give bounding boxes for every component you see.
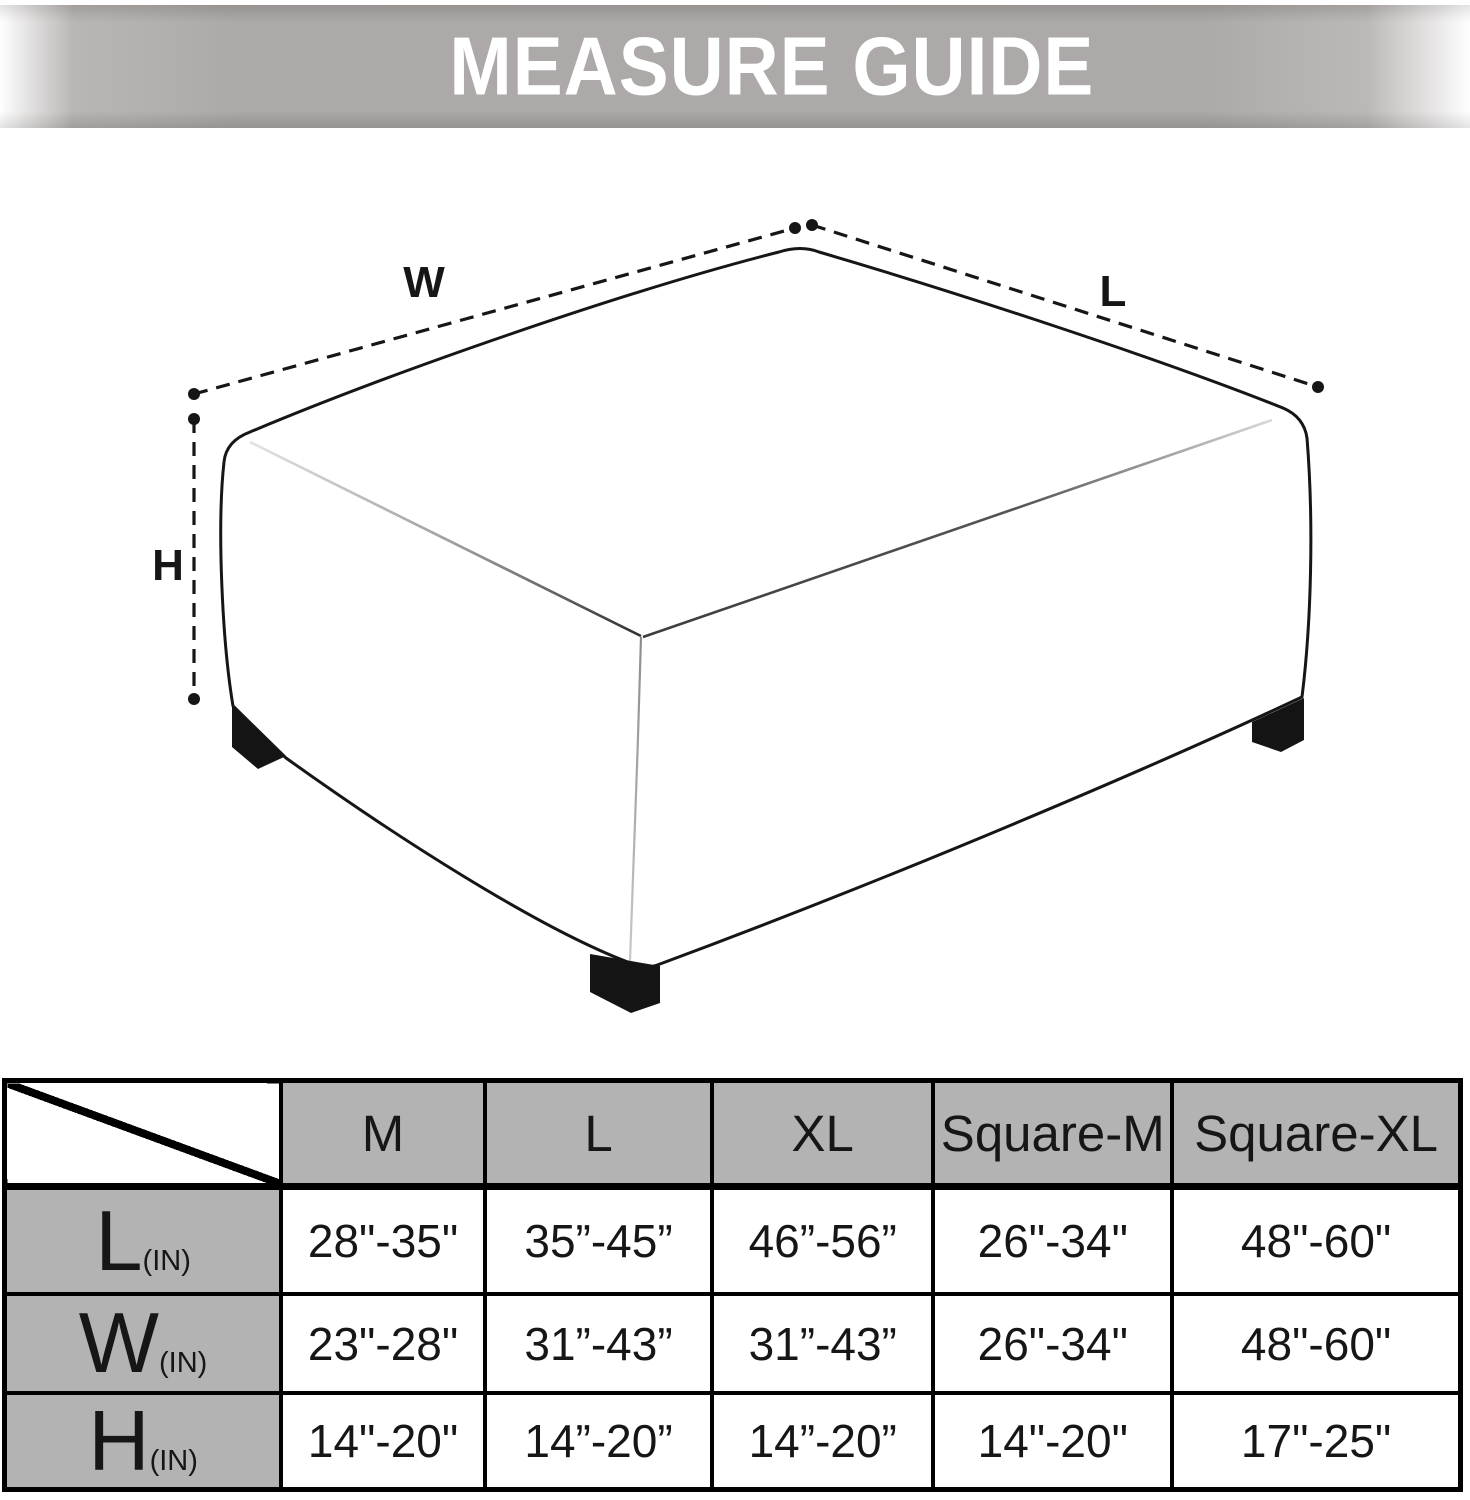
table-row-height xyxy=(5,1393,1461,1489)
width-value-xl: 31”-43” xyxy=(712,1294,933,1393)
width-value-l: 31”-43” xyxy=(485,1294,712,1393)
row-header-width-unit: (IN) xyxy=(159,1347,208,1380)
height-label: H xyxy=(152,541,184,590)
length-value-xl: 46”-56” xyxy=(712,1187,933,1295)
size-column-header-l: L xyxy=(485,1081,712,1187)
page-title: MEASURE GUIDE xyxy=(449,19,1095,113)
width-value-m: 23"-28" xyxy=(281,1294,485,1393)
height-value-xl: 14”-20” xyxy=(712,1393,933,1489)
table-row-length xyxy=(5,1187,1461,1295)
length-value-square-m: 26"-34" xyxy=(933,1187,1172,1295)
row-header-length-unit: (IN) xyxy=(142,1244,191,1277)
ottoman-body-outline xyxy=(221,249,1311,968)
row-header-height-unit: (IN) xyxy=(149,1444,198,1477)
ottoman-diagram xyxy=(0,128,1470,1075)
height-value-square-xl: 17"-25" xyxy=(1172,1393,1460,1489)
size-column-header-m: M xyxy=(281,1081,485,1187)
length-value-l: 35”-45” xyxy=(485,1187,712,1295)
banner xyxy=(0,5,1470,128)
width-value-square-m: 26"-34" xyxy=(933,1294,1172,1393)
row-header-length-letter: L xyxy=(95,1193,143,1289)
size-column-header-xl: XL xyxy=(712,1081,933,1187)
length-value-m: 28"-35" xyxy=(281,1187,485,1295)
table-row-width xyxy=(5,1294,1461,1393)
size-column-header-square-xl: Square-XL xyxy=(1172,1081,1460,1187)
size-table-header-row xyxy=(5,1081,1461,1187)
height-value-l: 14”-20” xyxy=(485,1393,712,1489)
row-header-length xyxy=(5,1187,282,1295)
height-dimension-line xyxy=(188,413,200,705)
height-value-m: 14"-20" xyxy=(281,1393,485,1489)
ottoman-diagram-svg xyxy=(0,128,1470,1075)
width-label: W xyxy=(403,258,445,307)
size-chart-table xyxy=(2,1078,1463,1492)
corner-diagonal-cell xyxy=(5,1081,282,1187)
length-label: L xyxy=(1099,267,1127,316)
row-header-height xyxy=(5,1393,282,1489)
row-header-width xyxy=(5,1294,282,1393)
row-header-height-letter: H xyxy=(88,1393,150,1489)
row-header-width-letter: W xyxy=(78,1296,160,1392)
width-value-square-xl: 48"-60" xyxy=(1172,1294,1460,1393)
length-value-square-xl: 48"-60" xyxy=(1172,1187,1460,1295)
size-column-header-square-m: Square-M xyxy=(933,1081,1172,1187)
height-value-square-m: 14"-20" xyxy=(933,1393,1172,1489)
